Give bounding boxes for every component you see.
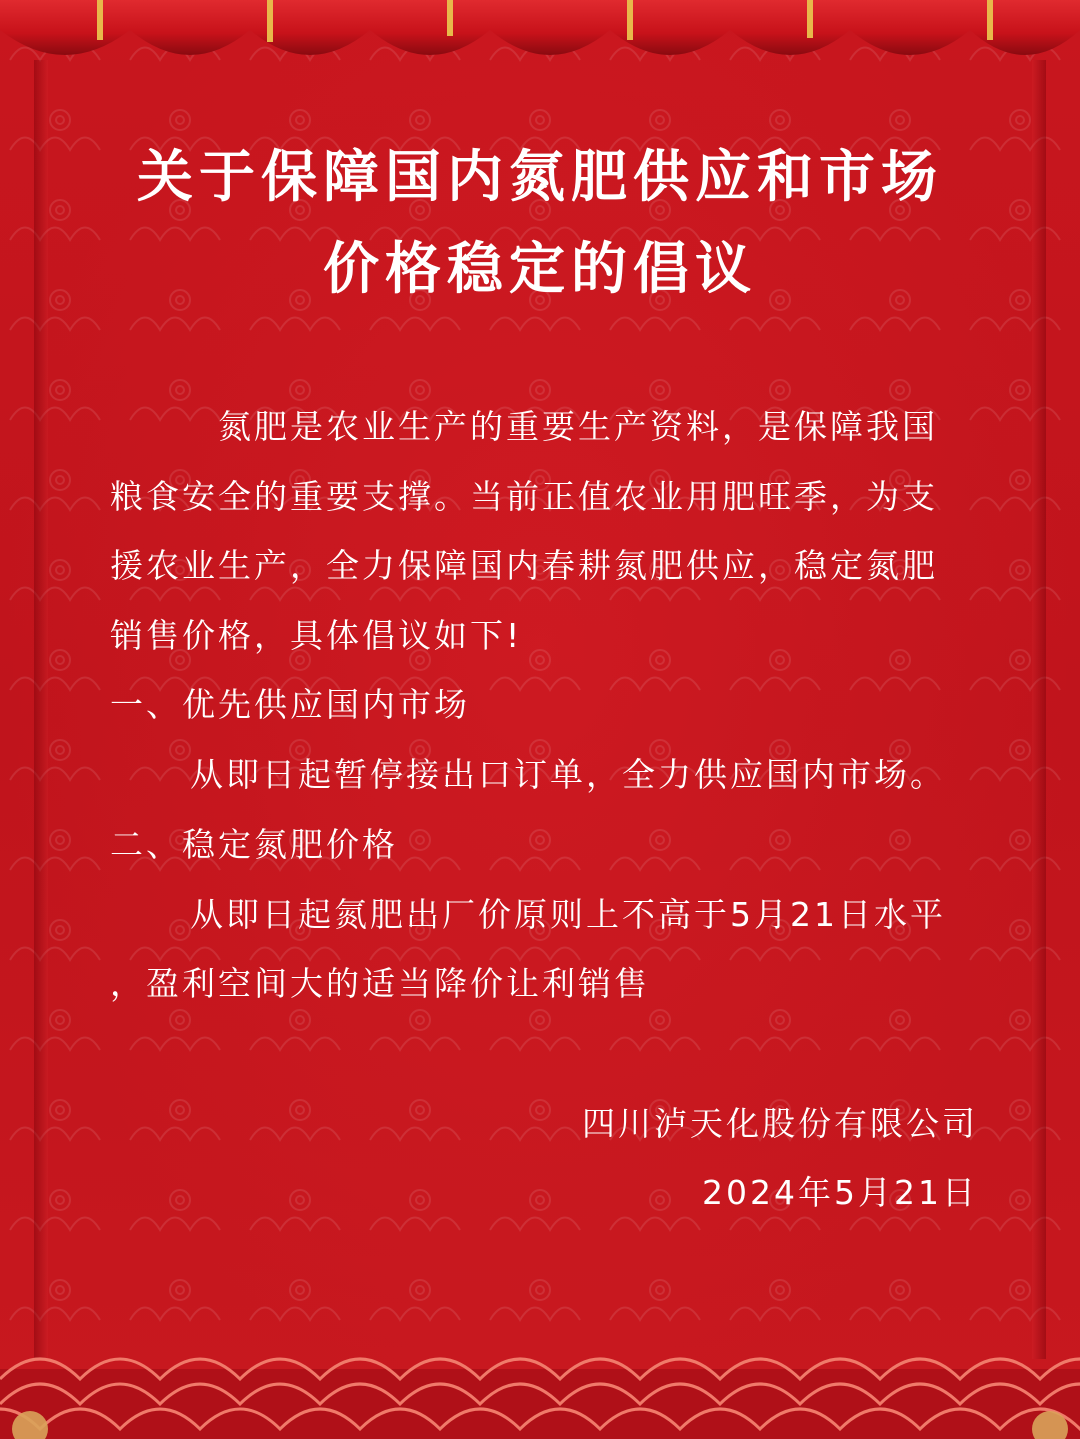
intro-line: 粮食安全的重要支撑。当前正值农业用肥旺季，为支 [110,477,938,516]
title-line-1: 关于保障国内氮肥供应和市场 [137,145,943,210]
section-2-line: ，盈利空间大的适当降价让利销售 [110,964,650,1003]
intro-line: 氮肥是农业生产的重要生产资料，是保障我国 [218,407,938,446]
section-1-text: 从即日起暂停接出口订单，全力供应国内市场。 [190,755,946,794]
section-1-heading: 一、优先供应国内市场 [110,685,470,724]
intro-line: 援农业生产，全力保障国内春耕氮肥供应，稳定氮肥 [110,546,938,585]
stage-curtain [0,0,1080,80]
signature-company: 四川泸天化股份有限公司 [582,1104,978,1143]
section-2-line: 从即日起氮肥出厂价原则上不高于5月21日水平 [190,895,946,934]
intro-line: 销售价格，具体倡议如下! [110,616,523,655]
signature-date: 2024年5月21日 [702,1173,978,1212]
auspicious-wave-border [0,1309,1080,1439]
title-line-2: 价格稳定的倡议 [323,237,757,302]
section-2-heading: 二、稳定氮肥价格 [110,825,398,864]
